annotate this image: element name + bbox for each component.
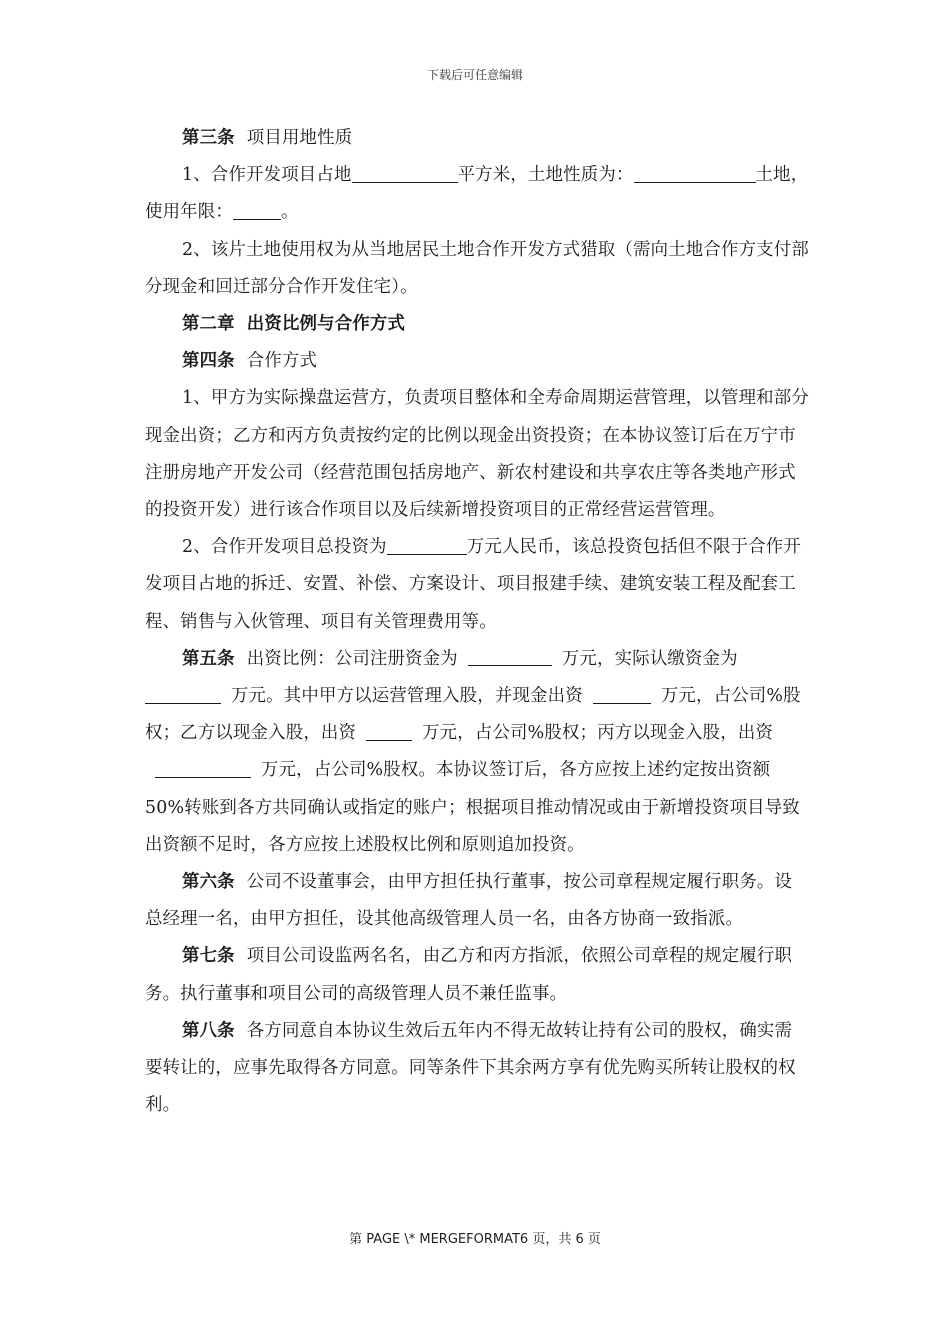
clause-text: 万元。其中甲方以运营管理入股，并现金出资 xyxy=(231,686,583,707)
article-number: 第四条 xyxy=(182,351,235,372)
clause-text: %股权。本协议签订后，各方应按上述约定按出资额50%转账到各方共同确认或指定的账户；根据项目推动情况或由于新增投资项目导致出资额不足时，各方应按上述股权比例和原则追加投资。 xyxy=(145,760,800,855)
blank-use-years xyxy=(233,201,281,220)
blank-subscribed-capital xyxy=(145,684,221,703)
article-5 xyxy=(145,641,809,864)
blank-registered-capital xyxy=(468,647,552,666)
article-8 xyxy=(145,1013,809,1125)
blank-party-b-cash xyxy=(366,722,412,741)
article-4-clause-2 xyxy=(145,529,809,641)
chapter-2-heading xyxy=(145,306,809,343)
clause-text: 万元，占公司 xyxy=(660,686,767,707)
clause-text: %股权；乙方以现金入股，出资 xyxy=(145,686,801,744)
article-heading-text: 合作方式 xyxy=(246,351,318,372)
clause-text: 项目公司设监两名名，由乙方和丙方指派，依照公司章程的规定履行职务。执行董事和项目公司的高级管理人员不兼任监事。 xyxy=(145,946,793,1004)
article-3-heading xyxy=(145,120,809,157)
chapter-number: 第二章 xyxy=(182,314,235,335)
clause-text: %股权；丙方以现金入股，出资 xyxy=(527,723,774,744)
blank-land-nature xyxy=(634,164,756,183)
clause-text: 万元人民币，该总投资包括但不限于合作开发项目占地的拆迁、安置、补偿、方案设计、项目报建手续、建筑安装工程及配套工程、销售与入伙管理、项目有关管理费用等。 xyxy=(145,537,801,632)
clause-text: 土地，使用年限： xyxy=(145,165,809,223)
article-7 xyxy=(145,938,809,1012)
article-3-clause-1 xyxy=(145,157,809,231)
clause-text: 万元，实际认缴资金为 xyxy=(561,648,738,669)
blank-party-a-cash xyxy=(593,684,651,703)
blank-party-c-cash xyxy=(155,759,251,778)
clause-text: 。 xyxy=(280,202,299,223)
chapter-title: 出资比例与合作方式 xyxy=(246,314,406,335)
article-6 xyxy=(145,864,809,938)
article-heading-text: 项目用地性质 xyxy=(246,128,353,148)
article-4-clause-1: 1、甲方为实际操盘运营方，负责项目整体和全寿命周期运营管理，以管理和部分现金出资；乙方和丙方负责按约定的比例以现金出资投资；在本协议签订后在万宁市注册房地产开发公司（经营范围包括房地产、新农村建设和共享农庄等各类地产形式的投资开发）进行该合作项目以及后续新增投资项目的正常经营运营管理。 xyxy=(145,388,809,521)
clause-text: 万元，占公司 xyxy=(422,723,528,744)
article-number: 第五条 xyxy=(182,648,235,669)
clause-text: 万元，占公司 xyxy=(261,760,367,781)
clause-text: 各方同意自本协议生效后五年内不得无故转让持有公司的股权，确实需要转让的，应事先取得各方同意。同等条件下其余两方享有优先购买所转让股权的权利。 xyxy=(145,1020,796,1116)
page-header: 下载后可任意编辑 xyxy=(426,68,523,82)
article-number: 第三条 xyxy=(182,128,235,148)
article-3-clause-2: 2、该片土地使用权为从当地居民土地合作开发方式猎取（需向土地合作方支付部分现金和回迁部分合作开发住宅）。 xyxy=(145,239,809,297)
document-body xyxy=(145,120,809,1124)
page-footer: 第 PAGE \* MERGEFORMAT6 页，共 6 页 xyxy=(349,1232,601,1247)
article-number: 第六条 xyxy=(182,872,235,893)
article-number: 第七条 xyxy=(182,946,235,967)
clause-text: 平方米，土地性质为： xyxy=(457,165,634,186)
clause-text: 2、合作开发项目总投资为 xyxy=(182,537,387,558)
clause-text: 公司不设董事会，由甲方担任执行董事，按公司章程规定履行职务。设总经理一名，由甲方担任，设其他高级管理人员一名，由各方协商一致指派。 xyxy=(145,872,793,930)
clause-text: 出资比例：公司注册资金为 xyxy=(246,648,458,669)
blank-land-area xyxy=(352,164,458,183)
blank-total-investment xyxy=(387,536,467,555)
clause-text: 1、合作开发项目占地 xyxy=(182,165,352,186)
article-4-heading xyxy=(145,343,809,380)
article-number: 第八条 xyxy=(182,1020,235,1041)
